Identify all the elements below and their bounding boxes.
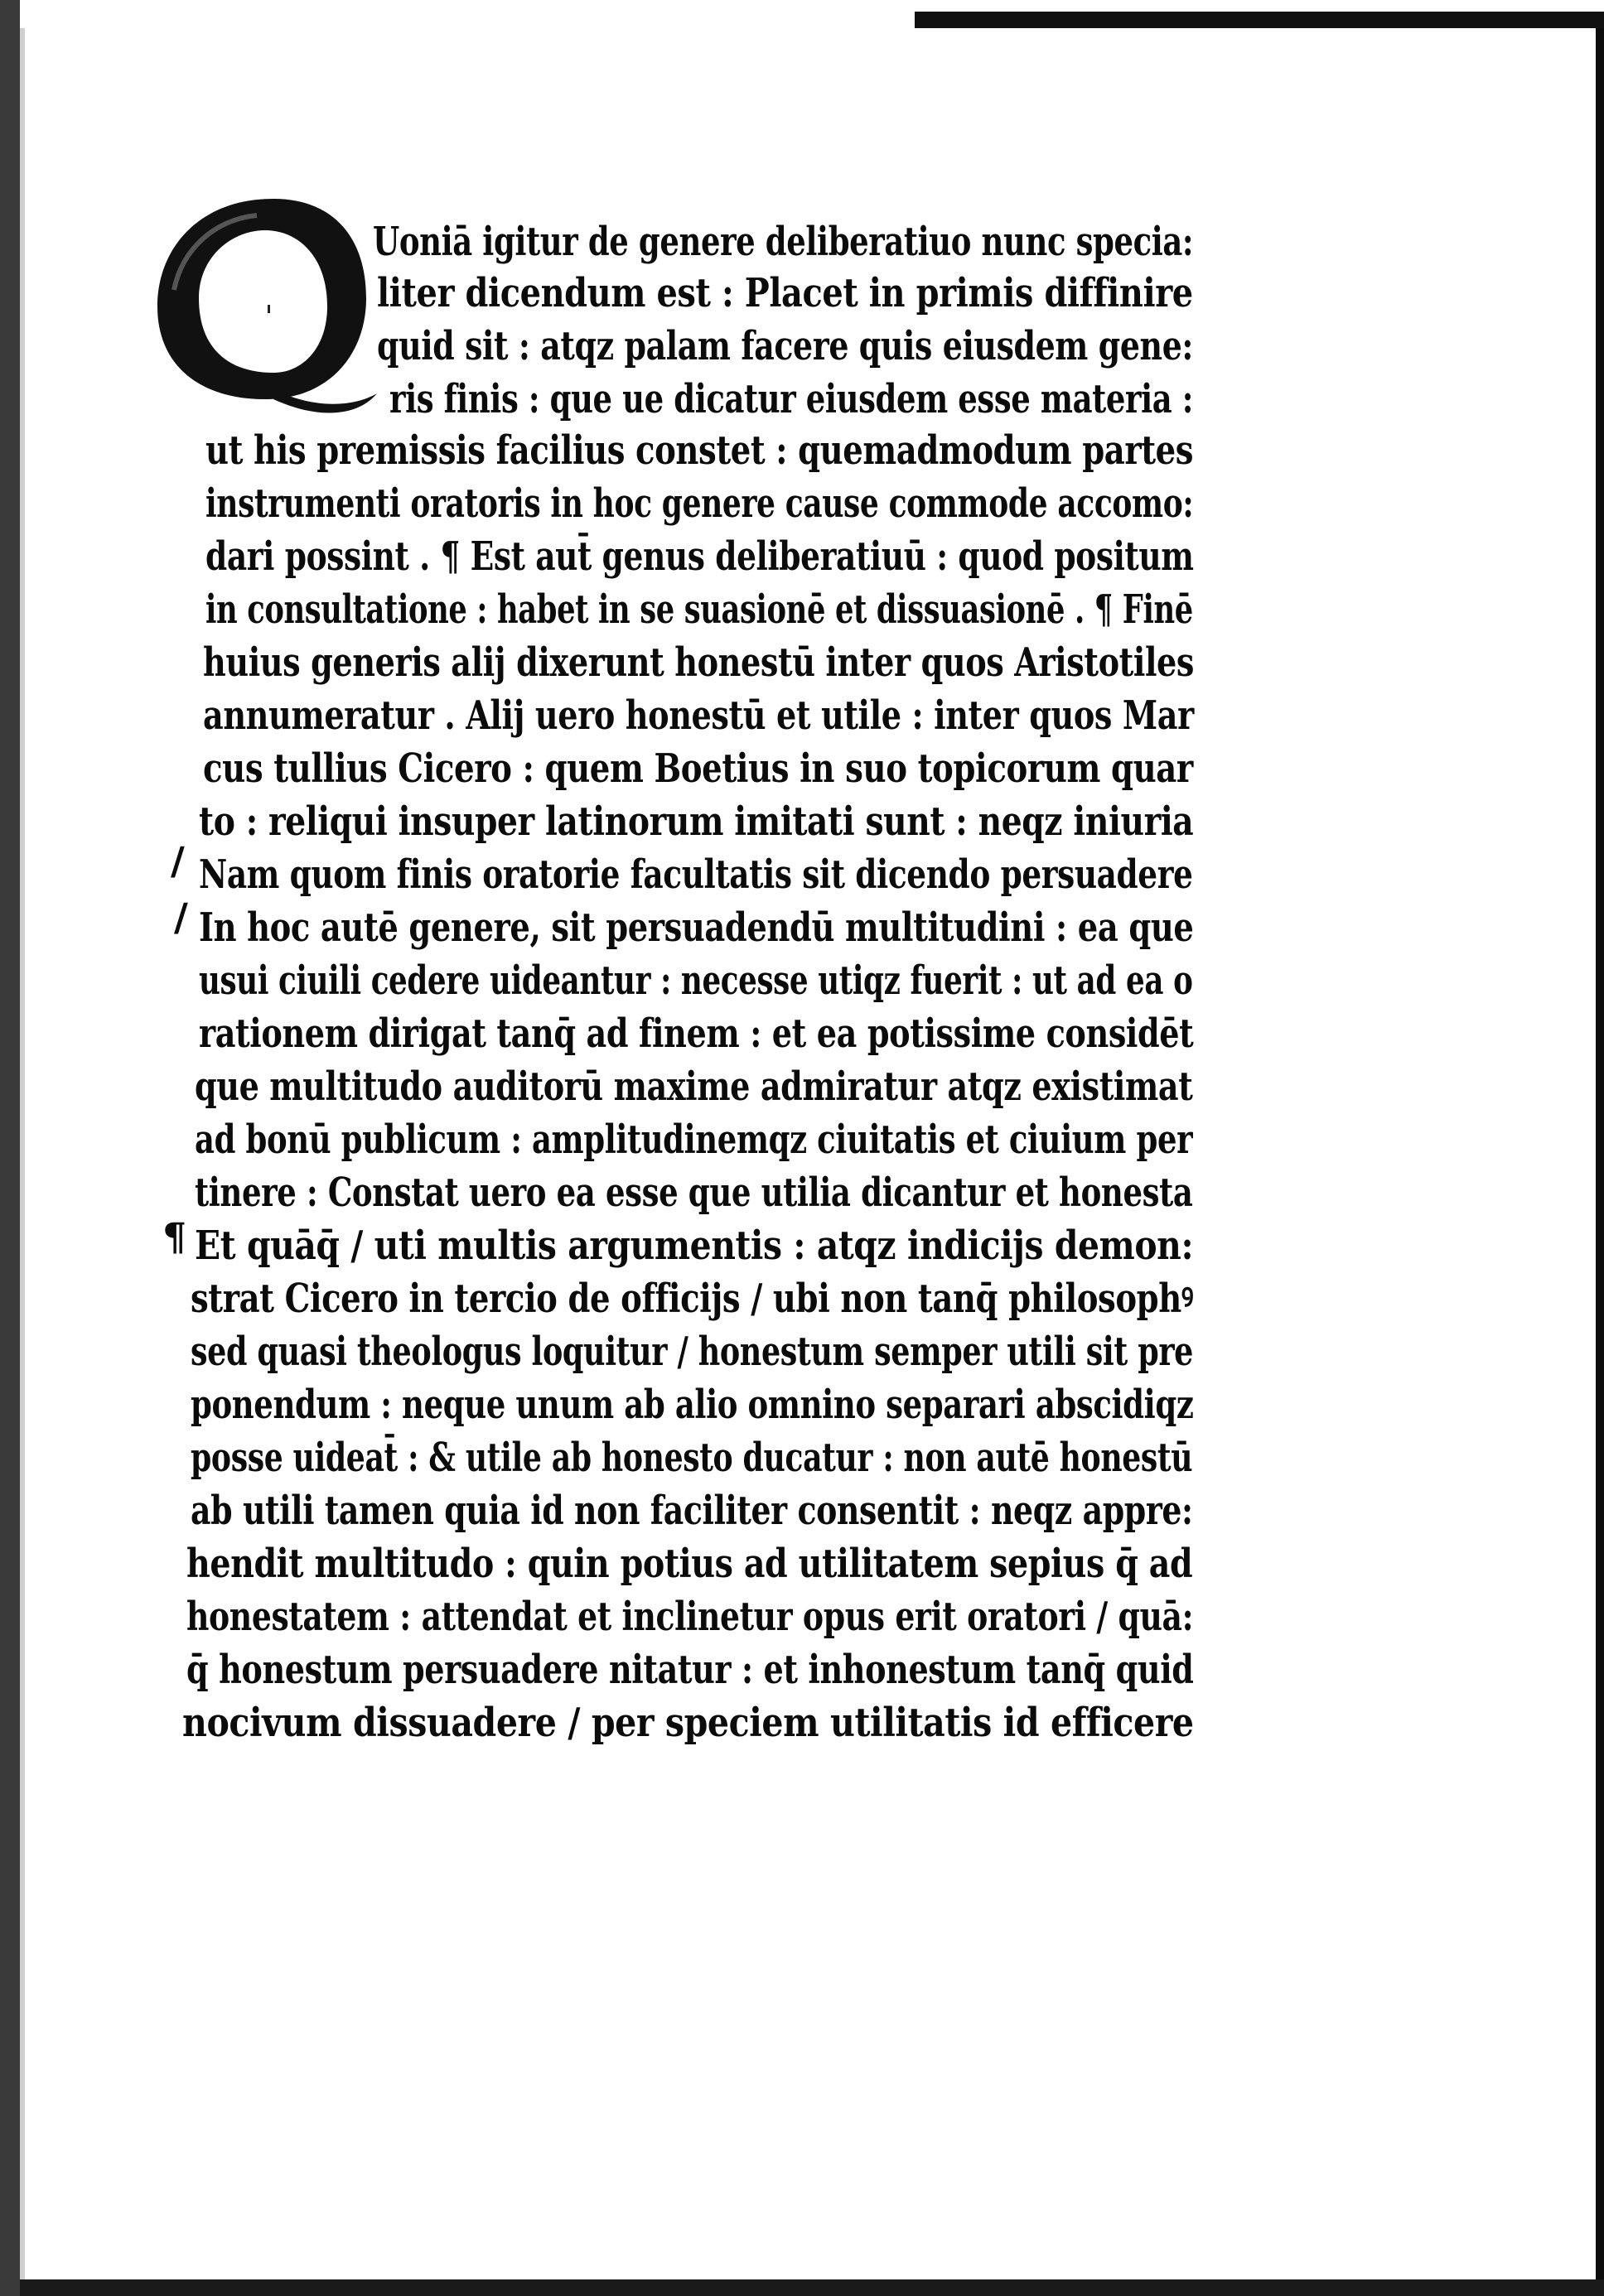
text-line-16: rationem dirigat tanq̄ ad finem : et ea potissime considēt <box>199 1011 1194 1057</box>
margin-mark-3: ¶ <box>162 1214 187 1259</box>
text-line-22: sed quasi theologus loquitur / honestum semper utili sit pre <box>191 1329 1194 1375</box>
initial-letter-q <box>149 182 381 414</box>
text-line-8: in consultatione : habet in se suasionē et dissuasionē . ¶ Finē <box>205 586 1193 633</box>
text-line-21: strat Cicero in tercio de officijs / ubi non tanq̄ philosophꝰ <box>191 1276 1194 1322</box>
text-line-6: instrumenti oratoris in hoc genere cause commode accomo: <box>205 480 1194 527</box>
text-line-18: ad bonū publicum : amplitudinemqz ciuitatis et ciuium per <box>195 1117 1193 1163</box>
text-line-26: hendit multitudo : quin potius ad utilitatem sepius q̄ ad <box>186 1541 1193 1587</box>
bottom-scan-edge <box>20 2279 1604 2296</box>
text-line-5: ut his premissis facilius constet : quemadmodum partes <box>205 427 1194 474</box>
text-line-9: huius generis alij dixerunt honestū inter quos Aristotiles <box>203 639 1195 686</box>
text-line-25: ab utili tamen quia id non faciliter consentit : neqz appre: <box>191 1488 1193 1534</box>
text-line-29: nocivum dissuadere / per speciem utilitatis id efficere <box>182 1700 1194 1746</box>
text-line-13: Nam quom finis oratorie facultatis sit dicendo persuadere <box>199 851 1193 898</box>
text-line-10: annumeratur . Alij uero honestū et utile : inter quos Mar <box>203 692 1194 739</box>
text-line-4: ris finis : que ue dicatur eiusdem esse materia : <box>389 376 1194 422</box>
text-line-17: que multitudo auditorū maxime admiratur atqz existimat <box>195 1064 1193 1110</box>
text-line-14: In hoc autē genere, sit persuadendū multitudini : ea que <box>199 904 1194 951</box>
margin-mark-1: / <box>171 838 185 883</box>
text-line-28: q̄ honestum persuadere nitatur : et inhonestum tanq̄ quid <box>186 1647 1194 1693</box>
top-scan-edge <box>20 0 1604 28</box>
text-line-2: liter dicendum est : Placet in primis diffinire <box>377 270 1193 316</box>
margin-mark-2: / <box>174 895 188 939</box>
text-line-24: posse uideat̄ : & utile ab honesto ducatur : non autē honestū <box>191 1435 1193 1481</box>
book-spine-edge <box>0 0 20 2296</box>
text-line-19: tinere : Constat uero ea esse que utilia dicantur et honesta <box>195 1170 1193 1216</box>
text-line-7: dari possint . ¶ Est aut̄ genus deliberatiuū : quod positum <box>205 533 1194 580</box>
text-line-11: cus tullius Cicero : quem Boetius in suo topicorum quar <box>203 745 1193 792</box>
text-line-15: usui ciuili cedere uideantur : necesse utiqz fuerit : ut ad ea o <box>199 957 1193 1004</box>
text-line-27: honestatem : attendat et inclinetur opus erit oratori / quā: <box>186 1594 1194 1640</box>
text-line-20: Et quāq̄ / uti multis argumentis : atqz indicijs demon: <box>195 1223 1194 1269</box>
text-line-23: ponendum : neque unum ab alio omnino separari abscidiqz <box>191 1382 1194 1428</box>
text-line-12: to : reliqui insuper latinorum imitati sunt : neqz iniuria <box>199 798 1194 845</box>
text-line-3: quid sit : atqz palam facere quis eiusdem gene: <box>377 323 1193 369</box>
text-line-1: Uoniā igitur de genere deliberatiuo nunc specia: <box>373 219 1194 265</box>
initial-letter-label: Q <box>149 182 150 183</box>
